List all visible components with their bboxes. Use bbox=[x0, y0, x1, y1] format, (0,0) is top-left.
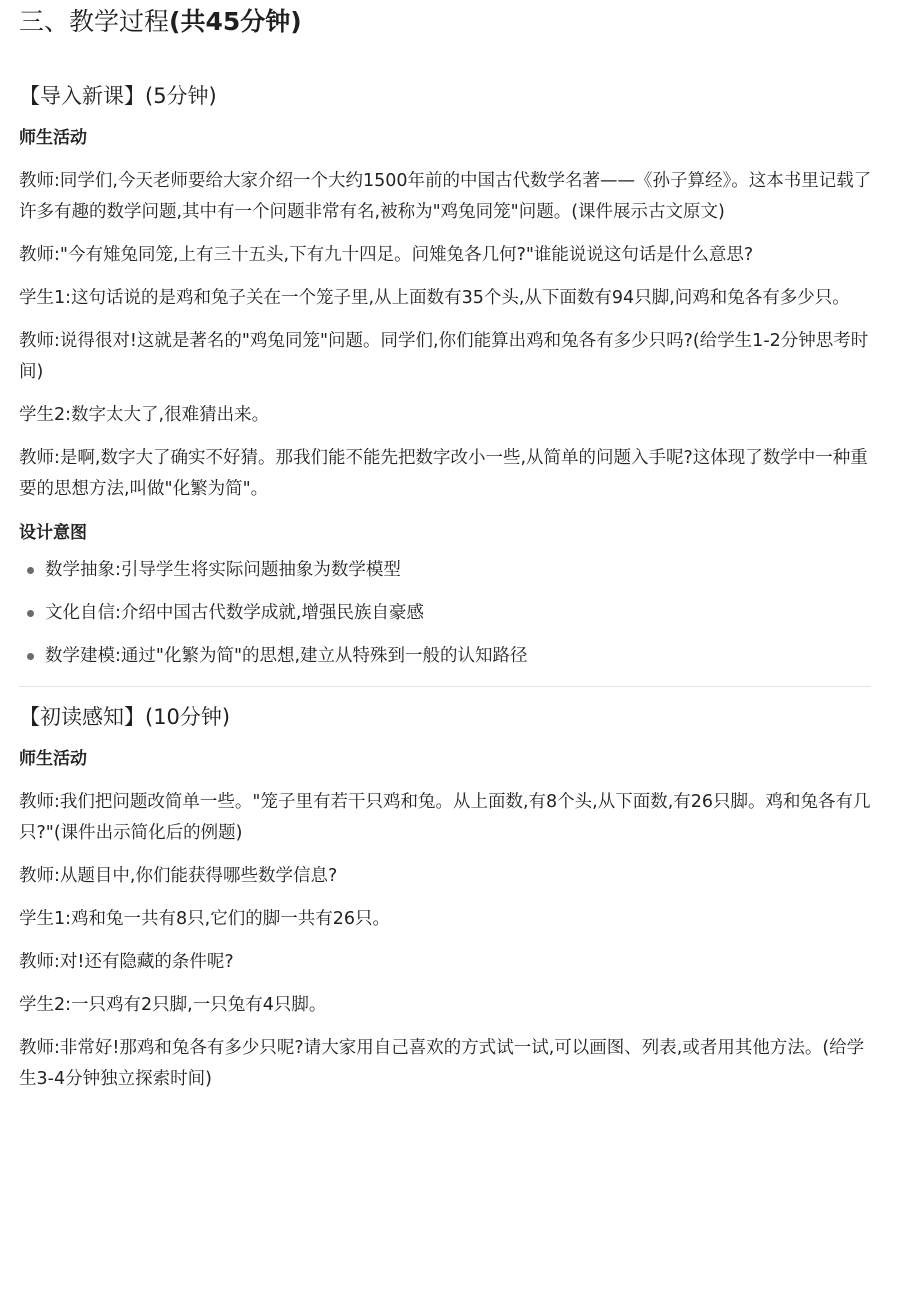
paragraph: 教师:同学们,今天老师要给大家介绍一个大约1500年前的中国古代数学名著——《孙子算经》。这本书里记载了许多有趣的数学问题,其中有一个问题非常有名,被称为"鸡兔同笼"问题。(课件展示古文原文) bbox=[19, 171, 872, 222]
paragraph: 教师:是啊,数字大了确实不好猜。那我们能不能先把数字改小一些,从简单的问题入手呢?这体现了数学中一种重要的思想方法,叫做"化繁为简"。 bbox=[19, 448, 868, 499]
paragraph: 教师:我们把问题改简单一些。"笼子里有若干只鸡和兔。从上面数,有8个头,从下面数,有26只脚。鸡和兔各有几只?"(课件出示简化后的例题) bbox=[19, 792, 871, 843]
section-title-intro: 【导入新课】(5分钟) bbox=[19, 84, 217, 108]
list-item-text: 文化自信:介绍中国古代数学成就,增强民族自豪感 bbox=[45, 603, 424, 623]
list-item bbox=[19, 598, 872, 629]
design-intent-heading: 设计意图 bbox=[19, 523, 87, 543]
list-item-text: 数学建模:通过"化繁为简"的思想,建立从特殊到一般的认知路径 bbox=[45, 646, 528, 666]
page-title-duration: (共45分钟) bbox=[169, 7, 302, 36]
bullet-icon bbox=[27, 567, 34, 574]
paragraph: 教师:非常好!那鸡和兔各有多少只呢?请大家用自己喜欢的方式试一试,可以画图、列表,或者用其他方法。(给学生3-4分钟独立探索时间) bbox=[19, 1038, 865, 1089]
paragraph: 教师:从题目中,你们能获得哪些数学信息? bbox=[19, 866, 338, 886]
page-title: 三、教学过程(共45分钟) bbox=[19, 7, 302, 36]
paragraph: 教师:说得很对!这就是著名的"鸡兔同笼"问题。同学们,你们能算出鸡和兔各有多少只吗?(给学生1-2分钟思考时间) bbox=[19, 331, 869, 382]
activity-heading-first-reading: 师生活动 bbox=[19, 749, 87, 769]
list-item bbox=[19, 641, 872, 672]
section-divider bbox=[19, 686, 871, 687]
list-item-text: 数学抽象:引导学生将实际问题抽象为数学模型 bbox=[45, 560, 401, 580]
paragraph: 学生2:一只鸡有2只脚,一只兔有4只脚。 bbox=[19, 995, 327, 1015]
bullet-icon bbox=[27, 653, 34, 660]
paragraph: 教师:"今有雉兔同笼,上有三十五头,下有九十四足。问雉兔各几何?"谁能说说这句话是什么意思? bbox=[19, 245, 754, 265]
design-intent-list bbox=[19, 555, 872, 672]
paragraph: 学生2:数字太大了,很难猜出来。 bbox=[19, 405, 270, 425]
list-item bbox=[19, 555, 872, 586]
paragraph: 教师:对!还有隐藏的条件呢? bbox=[19, 952, 234, 972]
paragraph: 学生1:这句话说的是鸡和兔子关在一个笼子里,从上面数有35个头,从下面数有94只脚,问鸡和兔各有多少只。 bbox=[19, 288, 850, 308]
bullet-icon bbox=[27, 610, 34, 617]
section-title-first-reading: 【初读感知】(10分钟) bbox=[19, 705, 231, 729]
activity-heading-intro: 师生活动 bbox=[19, 128, 87, 148]
paragraph: 学生1:鸡和兔一共有8只,它们的脚一共有26只。 bbox=[19, 909, 390, 929]
